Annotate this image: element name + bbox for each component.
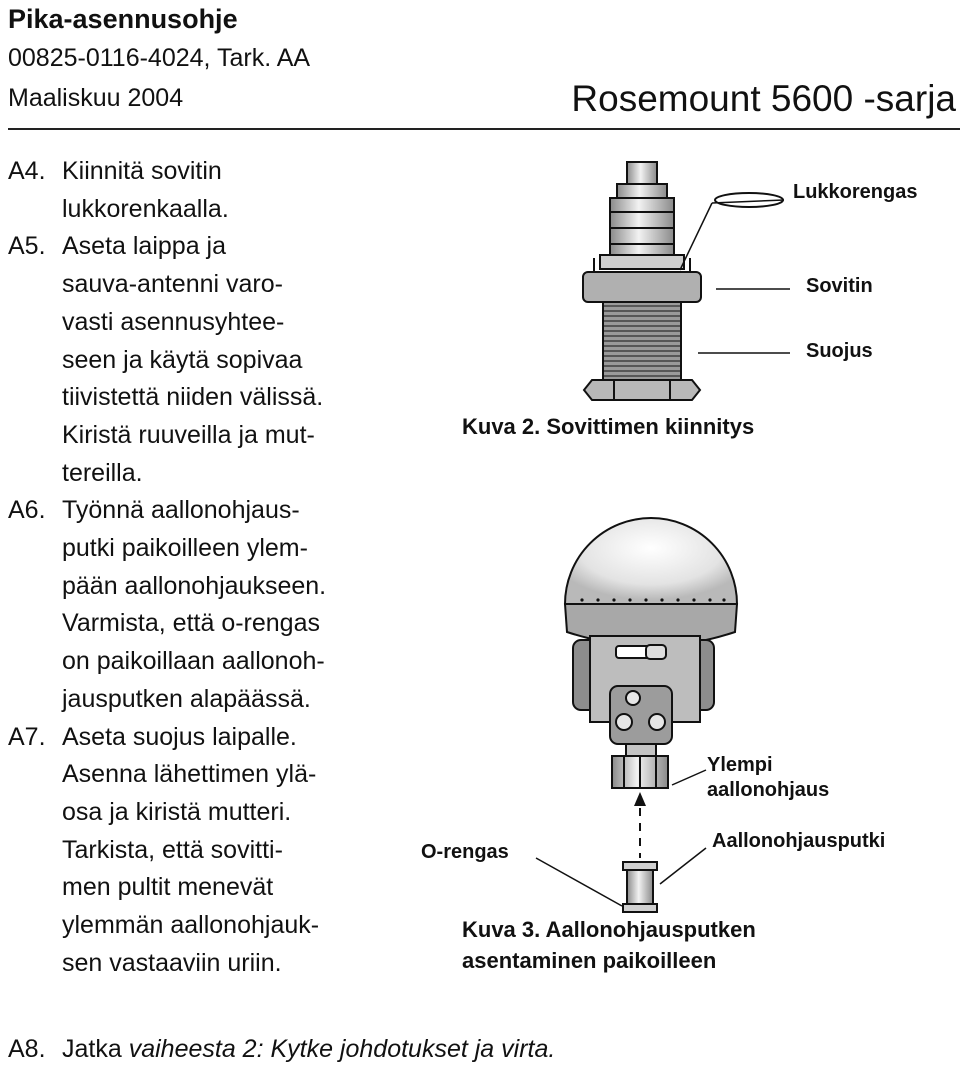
step-line: Työnnä aallonohjaus-: [62, 496, 300, 525]
figure2-drawing: [583, 162, 790, 400]
document-date: Maaliskuu 2004: [8, 84, 184, 112]
step-line: Kiinnitä sovitin: [62, 157, 222, 185]
step-line: Tarkista, että sovitti-: [62, 835, 283, 864]
product-name: Rosemount 5600 -sarja: [571, 78, 956, 119]
label-cover: Suojus: [806, 340, 873, 362]
figure3-caption-line1: Kuva 3. Aallonohjausputken: [462, 917, 756, 942]
step-line: pään aallonohjaukseen.: [62, 571, 327, 600]
step-line: sen vastaaviin uriin.: [62, 948, 282, 977]
step-line: vasti asennusyhtee-: [62, 307, 285, 336]
step-text-prefix: Jatka: [62, 1035, 129, 1063]
label-o-ring: O-rengas: [421, 841, 509, 863]
step-line: putki paikoilleen ylem-: [62, 534, 308, 563]
figure2-caption: Kuva 2. Sovittimen kiinnitys: [462, 414, 755, 439]
document-title: Pika-asennusohje: [8, 4, 238, 34]
label-lock-ring: Lukkorengas: [793, 181, 918, 203]
step-number: A8.: [8, 1035, 46, 1063]
step-line: Kiristä ruuveilla ja mut-: [62, 420, 315, 449]
step-line: ylemmän aallonohjauk-: [62, 911, 320, 940]
step-line: Aseta suojus laipalle.: [62, 722, 297, 751]
step-line: Asenna lähettimen ylä-: [62, 760, 317, 789]
document-number: 00825-0116-4024, Tark. AA: [8, 44, 311, 72]
step-line: tereilla.: [62, 458, 143, 487]
step-line: seen ja käytä sopivaa: [62, 345, 303, 374]
label-waveguide-pipe: Aallonohjausputki: [712, 830, 886, 852]
step-line: Aseta laippa ja: [62, 232, 227, 261]
step-number: A6.: [8, 496, 46, 525]
label-upper-waveguide-line2: aallonohjaus: [707, 779, 830, 801]
figure3-drawing: [536, 518, 737, 912]
step-number: A7.: [8, 722, 46, 751]
label-adapter: Sovitin: [806, 275, 873, 297]
label-upper-waveguide-line1: Ylempi: [707, 754, 773, 776]
step-line: lukkorenkaalla.: [62, 194, 229, 223]
figure3-caption-line2: asentaminen paikoilleen: [462, 948, 717, 973]
step-number: A5.: [8, 232, 46, 261]
step-line: on paikoillaan aallonoh-: [62, 647, 325, 676]
step-line: jausputken alapäässä.: [62, 684, 311, 713]
step-text-emphasis: vaiheesta 2: Kytke johdotukset ja virta.: [128, 1035, 556, 1063]
step-number: A4.: [8, 157, 46, 185]
step-line: sauva-antenni varo-: [62, 270, 283, 299]
step-line: tiivistettä niiden välissä.: [62, 383, 324, 412]
step-line: osa ja kiristä mutteri.: [62, 797, 292, 826]
step-line: Varmista, että o-rengas: [62, 609, 320, 638]
step-line: men pultit menevät: [62, 873, 274, 902]
